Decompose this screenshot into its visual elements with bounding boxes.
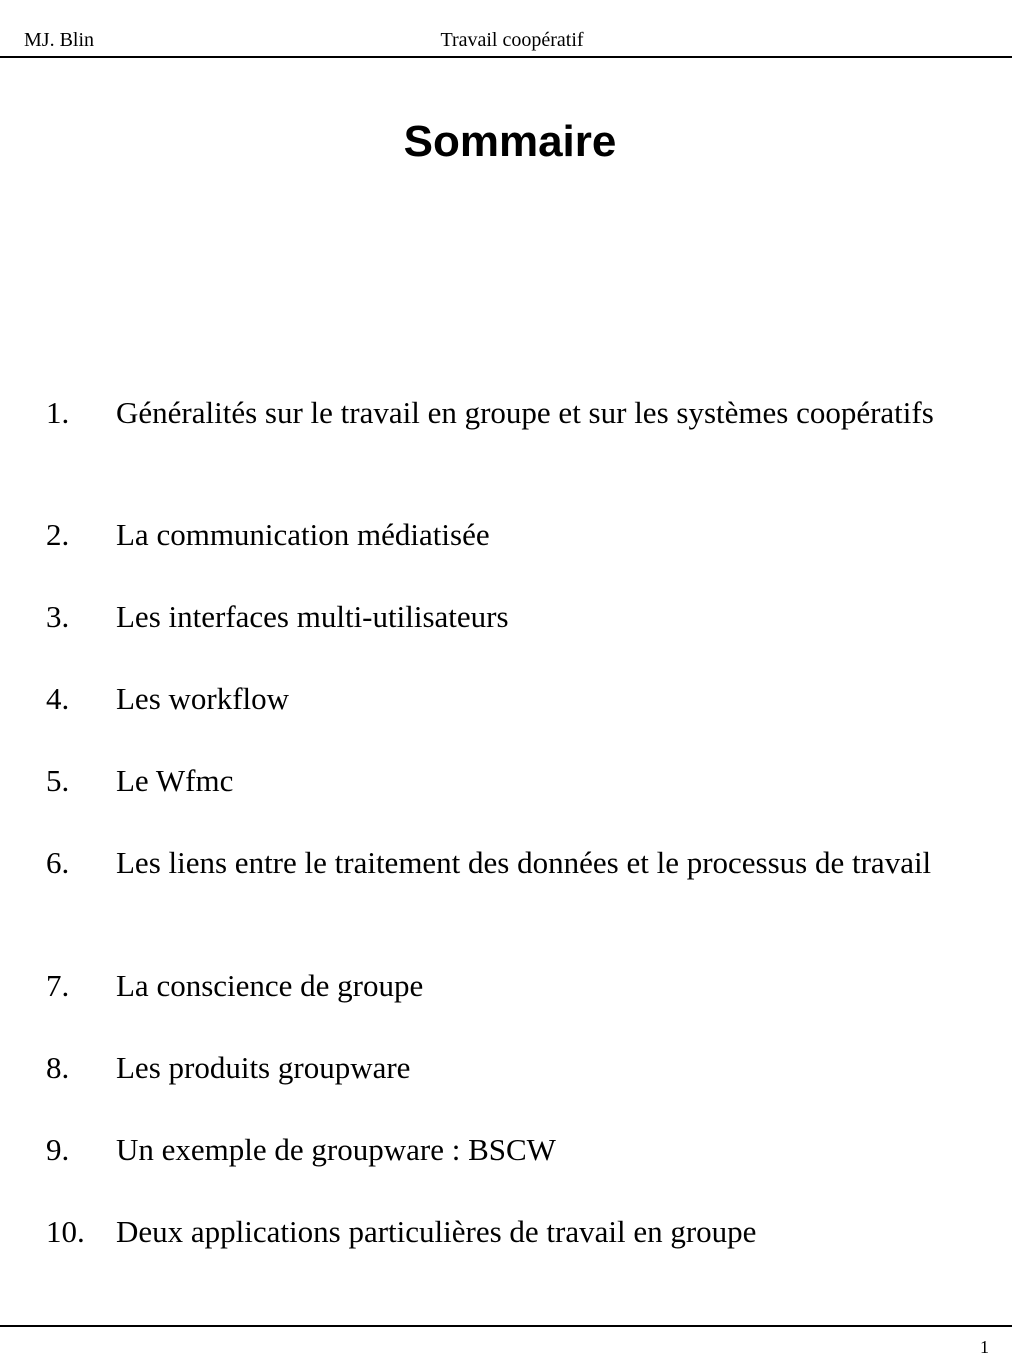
toc-item-5	[46, 760, 972, 801]
toc-item-1	[46, 392, 972, 433]
toc-item-7	[46, 965, 972, 1006]
toc-item-10	[46, 1211, 972, 1252]
toc-item-text: La conscience de groupe	[116, 968, 424, 1003]
toc-item-text: La communication médiatisée	[116, 517, 490, 552]
toc-item-3	[46, 596, 972, 637]
toc-item-8	[46, 1047, 972, 1088]
header-title: Travail coopératif	[440, 29, 584, 51]
toc-item-number: 7.	[46, 968, 70, 1003]
toc-item-number: 3.	[46, 599, 70, 634]
toc-item-number: 9.	[46, 1132, 70, 1167]
toc-item-number: 8.	[46, 1050, 70, 1085]
toc-item-text: Le Wfmc	[116, 763, 234, 798]
page-number: 1	[980, 1337, 989, 1357]
toc-item-6	[46, 842, 972, 883]
toc-item-text: Deux applications particulières de travail en groupe	[116, 1214, 757, 1249]
toc-item-4	[46, 678, 972, 719]
toc-item-2	[46, 514, 972, 555]
toc-item-number: 10.	[46, 1214, 85, 1249]
toc-item-9	[46, 1129, 972, 1170]
toc-item-text: Les produits groupware	[116, 1050, 411, 1085]
header-author: MJ. Blin	[24, 29, 95, 51]
page-title: Sommaire	[403, 117, 617, 166]
toc-item-text: Les interfaces multi-utilisateurs	[116, 599, 509, 634]
toc-item-number: 6.	[46, 845, 70, 880]
toc-item-number: 5.	[46, 763, 70, 798]
toc-item-text: Un exemple de groupware : BSCW	[116, 1132, 556, 1167]
toc-item-number: 4.	[46, 681, 70, 716]
toc-item-number: 2.	[46, 517, 70, 552]
toc-item-text: Les liens entre le traitement des données et le processus de travail	[116, 845, 932, 880]
toc-item-number: 1.	[46, 395, 70, 430]
toc-item-text: Les workflow	[116, 681, 290, 716]
toc-item-text: Généralités sur le travail en groupe et sur les systèmes coopératifs	[116, 395, 934, 430]
footer-rule	[0, 1325, 1012, 1327]
